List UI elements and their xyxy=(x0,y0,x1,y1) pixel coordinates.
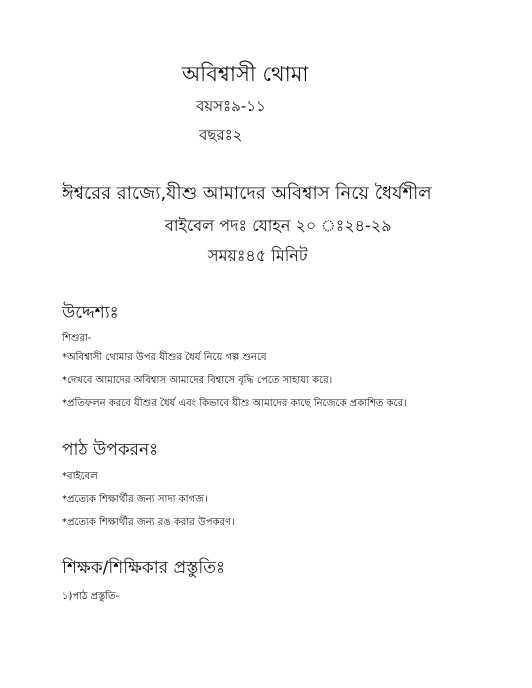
objectives-intro: শিশুরা- xyxy=(62,333,92,344)
lesson-duration: সময়ঃ৪৫ মিনিট xyxy=(208,246,308,265)
bible-verse: বাইবেল পদঃ যোহন ২০ ঃ২৪-২৯ xyxy=(165,216,392,235)
objective-item: *প্রতিফলন করবে যীশুর ধৈর্য এবং কিভাবে যীশু আমাদের কাছে নিজেকে প্রকাশিত করে। xyxy=(62,398,407,409)
objective-item: *দেখবে আমাদের অবিশ্বাস আমাদের বিশ্বাসে বৃদ্ধি পেতে সাহায্য করে। xyxy=(62,375,333,386)
materials-heading: পাঠ উপকরনঃ xyxy=(62,440,159,460)
objective-item: *অবিশ্বাসী থোমার উপর যীশুর ধৈর্য নিয়ে গল্প শুনবে xyxy=(62,352,267,363)
material-item: *প্রত্যেক শিক্ষার্থীর জন্য সাদা কাগজ। xyxy=(62,494,208,505)
year-level: বছরঃ২ xyxy=(199,126,243,144)
lesson-title: অবিশ্বাসী থোমা xyxy=(182,62,309,86)
material-item: *প্রত্যেক শিক্ষার্থীর জন্য রঙ করার উপকরণ। xyxy=(62,517,235,528)
objectives-heading: উদ্দেশ্যঃ xyxy=(62,303,119,323)
teacher-prep-item: ১)পাঠ প্রস্তুতি- xyxy=(62,591,120,602)
lesson-theme: ঈশ্বরের রাজ্যে,যীশু আমাদের অবিশ্বাস নিয়ে ধৈর্যশীল xyxy=(62,183,432,204)
teacher-prep-heading: শিক্ষক/শিক্ষিকার প্রস্তুতিঃ xyxy=(62,558,226,578)
age-range: বয়সঃ৯-১১ xyxy=(196,97,266,115)
material-item: *বাইবেল xyxy=(62,471,98,482)
